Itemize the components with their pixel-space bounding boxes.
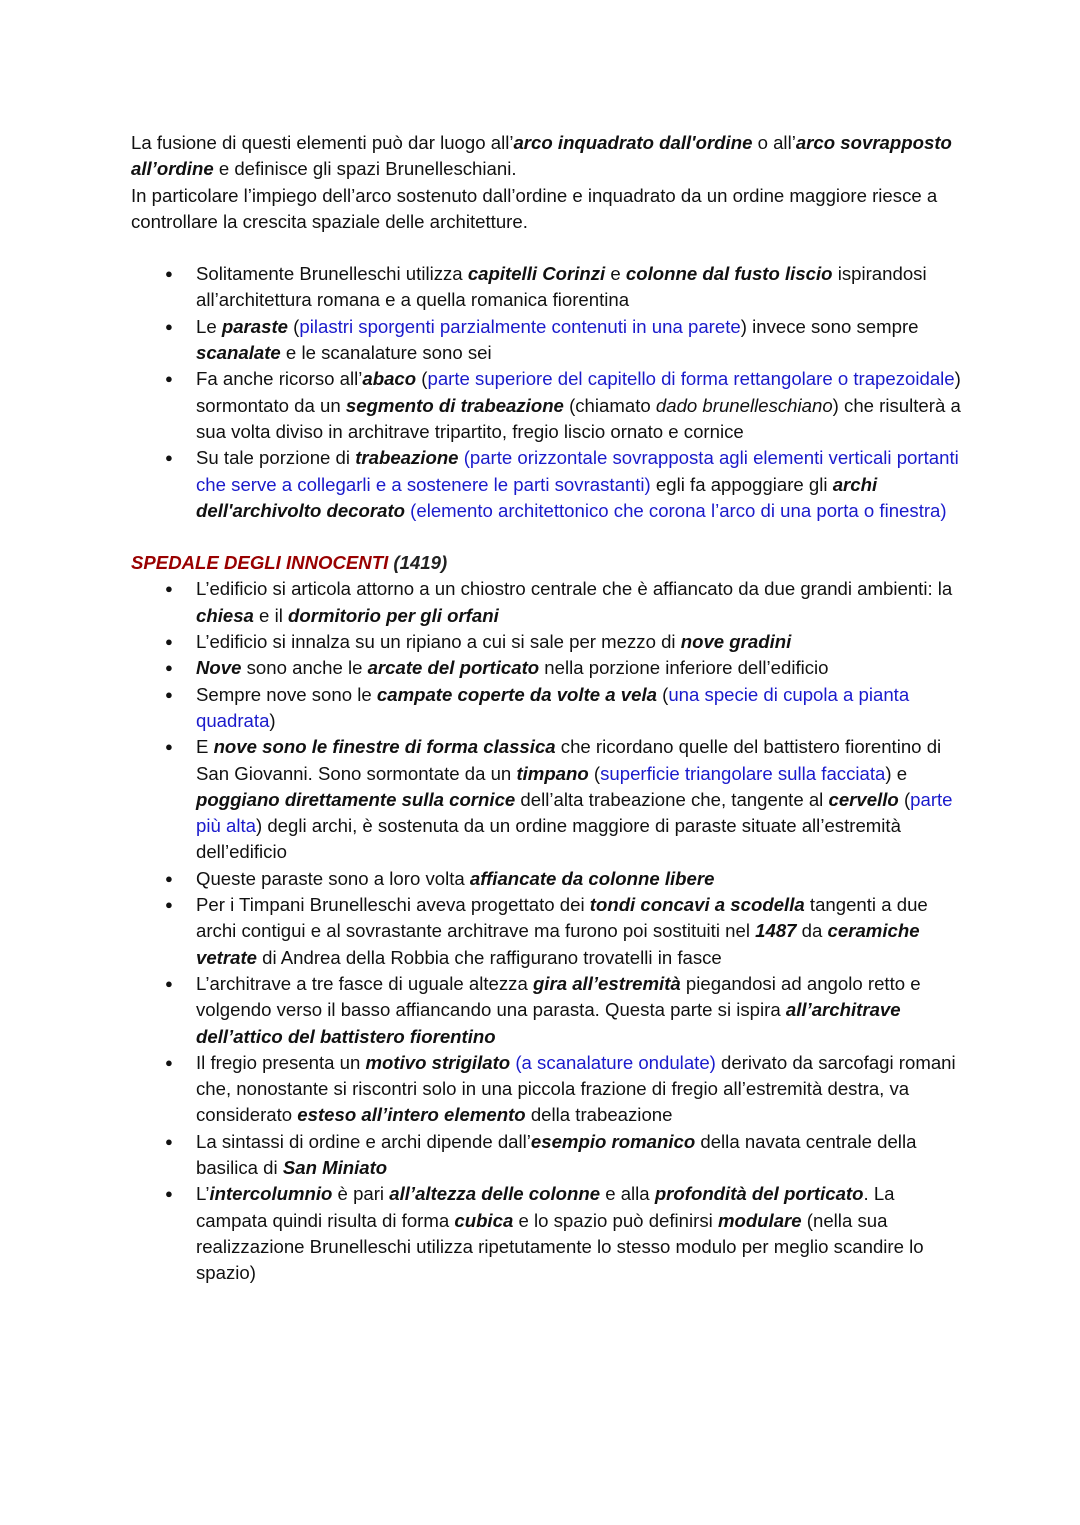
text-run: è pari [332, 1183, 390, 1205]
text-run: ) e [885, 762, 908, 784]
text-run: dado brunelleschiano [655, 394, 833, 416]
text-run: L’ [196, 1183, 210, 1205]
text-run: ( [898, 788, 911, 810]
list-item [131, 629, 961, 655]
key-term: archi dell'archivolto decorato [196, 473, 878, 521]
text-run: ) che risulterà a sua volta diviso in architrave tripartito, fregio liscio ornato e cornice [196, 394, 961, 442]
list-item [131, 971, 961, 1050]
definition-text: parte più alta [196, 788, 953, 837]
intro-paragraph [131, 130, 961, 183]
text-run: e definisce gli spazi Brunelleschiani. [213, 158, 517, 180]
text-run: che ricordano quelle del battistero fiorentino di San Giovanni. Sono sormontate da un [196, 736, 942, 784]
text-run: derivato da sarcofagi romani che, nonostante si riscontri solo in una piccola frazione di fregio all’estremità destra, va considerato [196, 1051, 956, 1126]
text-run: ispirandosi all’architettura romana e a quella romanica fiorentina [196, 263, 927, 311]
text-run: di Andrea della Robbia che raffigurano trovatelli in fasce [256, 946, 722, 968]
section-title: SPEDALE DEGLI INNOCENTI [131, 552, 389, 574]
key-term: arco sovrapposto all’ordine [131, 132, 952, 180]
text-run: . La campata quindi risulta di forma [196, 1183, 895, 1231]
definition-text: parte superiore del capitello di forma rettangolare o trapezoidale [427, 368, 955, 390]
key-term: all’architrave dell’attico del battistero fiorentino [196, 999, 901, 1047]
list-item [131, 314, 961, 367]
text-run: dell’alta trabeazione che, tangente al [515, 788, 829, 810]
text-run: o all’ [752, 132, 796, 153]
key-term: segmento di trabeazione [345, 394, 564, 416]
key-term: affiancate da colonne libere [469, 867, 715, 889]
list-item [131, 445, 961, 524]
text-run: La sintassi di ordine e archi dipende dall’ [196, 1130, 531, 1152]
definition-text: una specie di cupola a pianta quadrata [196, 683, 910, 731]
section-year: (1419) [388, 552, 448, 574]
text-run: e lo spazio può definirsi [513, 1209, 718, 1231]
list-item [131, 576, 961, 629]
key-term: Nove [196, 657, 242, 679]
key-term: paraste [221, 315, 289, 337]
spedale-list [131, 576, 961, 1286]
text-run: Per i Timpani Brunelleschi aveva progettato dei [196, 894, 590, 916]
text-run: Queste paraste sono a loro volta [196, 867, 470, 889]
list-item [131, 1129, 961, 1182]
key-term: profondità del porticato [654, 1183, 864, 1205]
text-run: E [196, 736, 214, 758]
definition-text: (a scanalature ondulate) [515, 1051, 716, 1073]
key-term: 1487 [755, 920, 797, 942]
text-run: L’architrave a tre fasce di uguale altezza [196, 972, 533, 994]
text-run: (chiamato [563, 394, 656, 416]
text-run: nella porzione inferiore dell’edificio [539, 657, 829, 679]
text-run: e alla [600, 1183, 655, 1205]
key-term: gira all’estremità [532, 972, 681, 994]
list-item [131, 892, 961, 971]
key-term: cubica [454, 1209, 514, 1231]
text-run: (nella sua realizzazione Brunelleschi utilizza ripetutamente lo stesso modulo per meglio scandire lo spazio) [196, 1209, 924, 1284]
key-term: tondi concavi a scodella [589, 894, 805, 916]
key-term: motivo strigilato [365, 1051, 511, 1073]
list-item [131, 1050, 961, 1129]
text-run: La fusione di questi elementi può dar luogo all’ [131, 132, 514, 153]
key-term: nove gradini [680, 631, 792, 653]
text-run: ( [416, 368, 428, 390]
text-run: ) sormontato da un [196, 368, 961, 416]
intro-paragraph [131, 183, 961, 236]
key-term: dormitorio per gli orfani [288, 604, 499, 626]
key-term: ceramiche vetrate [196, 920, 920, 968]
key-term: all’altezza delle colonne [389, 1183, 601, 1205]
key-term: cervello [828, 788, 899, 810]
key-term: esempio romanico [530, 1130, 696, 1152]
text-run: ) degli archi, è sostenuta da un ordine maggiore di paraste situate all’estremità dell’edificio [196, 815, 901, 863]
definition-text: pilastri sporgenti parzialmente contenuti in una parete [299, 315, 741, 337]
definition-text: (elemento architettonico che corona l’arco di una porta o finestra) [410, 499, 947, 521]
section-heading [131, 550, 961, 576]
key-term: capitelli Corinzi [467, 263, 606, 285]
list-item [131, 1181, 961, 1286]
text-run: egli fa appoggiare gli [650, 473, 833, 495]
definition-text: superficie triangolare sulla facciata [600, 762, 886, 784]
list-item [131, 655, 961, 681]
key-term: arco inquadrato dall'ordine [513, 132, 753, 153]
key-term: nove sono le finestre di forma classica [213, 736, 556, 758]
text-run: ) [269, 709, 276, 731]
text-run: In particolare l’impiego dell’arco sostenuto dall’ordine e inquadrato da un ordine maggiore riesce a controllare la crescita spaziale delle architetture. [131, 184, 938, 232]
text-run: Solitamente Brunelleschi utilizza [196, 263, 468, 285]
text-run: Il fregio presenta un [196, 1051, 366, 1073]
text-run: ( [656, 683, 669, 705]
key-term: scanalate [196, 342, 281, 364]
key-term: modulare [717, 1209, 802, 1231]
list-item [131, 366, 961, 445]
definition-text: (parte orizzontale sovrapposta agli elementi verticali portanti che serve a collegarli e a sostenere le parti sovrastanti) [196, 447, 959, 495]
text-run: e il [253, 604, 288, 626]
key-term: poggiano direttamente sulla cornice [196, 788, 516, 810]
list-item [131, 866, 961, 892]
key-term: San Miniato [282, 1156, 388, 1178]
key-term: trabeazione [355, 447, 459, 469]
key-term: abaco [362, 368, 417, 390]
text-run: sono anche le [241, 657, 368, 679]
text-run: tangenti a due archi contigui e al sovrastante architrave ma furono poi sostituiti nel [196, 894, 928, 942]
text-run: ) invece sono sempre [740, 315, 919, 337]
document-page [131, 130, 961, 1286]
key-term: arcate del porticato [367, 657, 540, 679]
list-item [131, 734, 961, 865]
text-run: L’edificio si articola attorno a un chiostro centrale che è affiancato da due grandi ambienti: la [196, 578, 953, 600]
text-run: piegandosi ad angolo retto e volgendo verso il basso affiancando una parasta. Questa parte si ispira [196, 972, 921, 1021]
text-run: da [796, 920, 828, 942]
key-term: timpano [516, 762, 589, 784]
text-run: e [605, 263, 626, 285]
text-run: della trabeazione [525, 1104, 673, 1126]
key-term: chiesa [196, 604, 254, 626]
key-term: esteso all’intero elemento [297, 1104, 526, 1126]
text-run: Fa anche ricorso all’ [196, 368, 363, 390]
key-term: intercolumnio [209, 1183, 333, 1205]
intro-section [131, 130, 961, 235]
key-term: campate coperte da volte a vela [376, 683, 657, 705]
text-run: e le scanalature sono sei [280, 342, 492, 364]
text-run: ( [588, 762, 601, 784]
text-run: Sempre nove sono le [196, 683, 377, 705]
text-run: della navata centrale della basilica di [196, 1130, 917, 1178]
list-item [131, 682, 961, 735]
brunelleschi-elements-list [131, 261, 961, 524]
text-run: Su tale porzione di [196, 447, 356, 469]
key-term: colonne dal fusto liscio [625, 263, 833, 285]
text-run: L’edificio si innalza su un ripiano a cui si sale per mezzo di [196, 631, 681, 653]
text-run: ( [288, 315, 300, 337]
text-run: Le [196, 315, 222, 337]
list-item [131, 261, 961, 314]
